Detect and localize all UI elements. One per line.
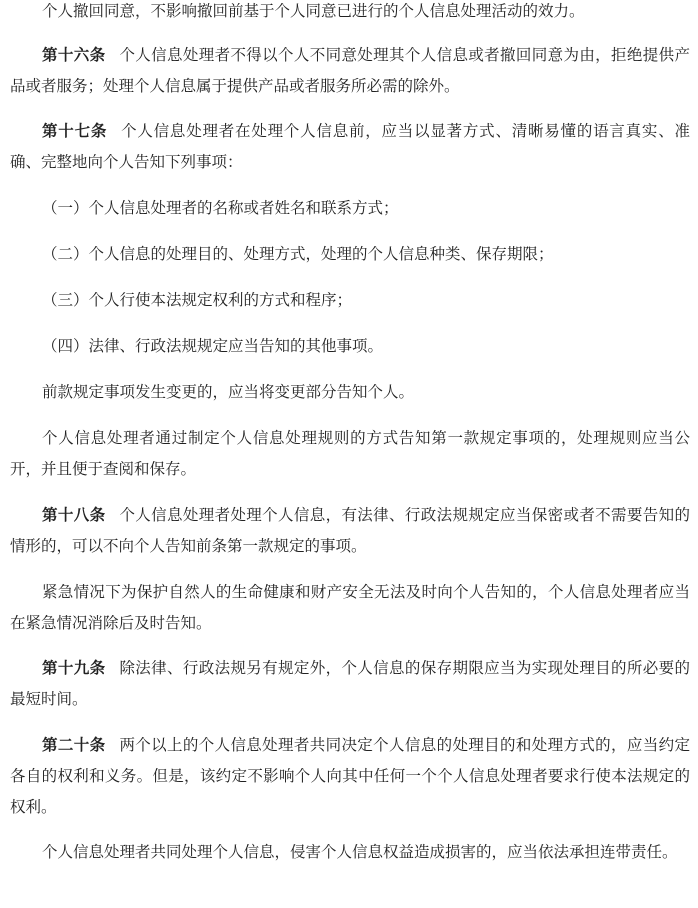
paragraph-text: 前款规定事项发生变更的，应当将变更部分告知个人。 (42, 383, 415, 401)
article-17 (10, 116, 690, 178)
article-20 (10, 730, 690, 823)
article-number: 第十七条 (42, 122, 108, 140)
paragraph-rules-disclosure (10, 423, 690, 485)
list-item-3 (42, 285, 682, 316)
paragraph-text: 个人信息处理者共同处理个人信息，侵害个人信息权益造成损害的，应当依法承担连带责任。 (42, 843, 678, 861)
paragraph-text: 个人信息处理者通过制定个人信息处理规则的方式告知第一款规定事项的，处理规则应当公开，并且便于查阅和保存。 (10, 429, 690, 478)
list-item-2 (42, 239, 682, 270)
paragraph-change-notice (10, 377, 690, 408)
article-18 (10, 500, 690, 562)
list-item-4 (42, 331, 682, 362)
paragraph-text: 紧急情况下为保护自然人的生命健康和财产安全无法及时向个人告知的，个人信息处理者应当在紧急情况消除后及时告知。 (10, 583, 690, 632)
paragraph-text: （一）个人信息处理者的名称或者姓名和联系方式； (42, 199, 399, 217)
article-number: 第十六条 (42, 46, 106, 64)
paragraph-text: 两个以上的个人信息处理者共同决定个人信息的处理目的和处理方式的，应当约定各自的权利和义务。但是，该约定不影响个人向其中任何一个个人信息处理者要求行使本法规定的权利。 (10, 736, 690, 816)
paragraph-text: 个人信息处理者处理个人信息，有法律、行政法规规定应当保密或者不需要告知的情形的，可以不向个人告知前条第一款规定的事项。 (10, 506, 690, 555)
paragraph-withdrawal-effect (10, 0, 690, 27)
paragraph-joint-liability (10, 837, 690, 868)
article-number: 第十八条 (42, 506, 106, 524)
article-number: 第十九条 (42, 659, 106, 677)
article-number: 第二十条 (42, 736, 106, 754)
list-item-1 (42, 193, 682, 224)
article-19 (10, 653, 690, 715)
paragraph-text: 除法律、行政法规另有规定外，个人信息的保存期限应当为实现处理目的所必要的最短时间。 (10, 659, 690, 708)
paragraph-text: （四）法律、行政法规规定应当告知的其他事项。 (42, 337, 384, 355)
paragraph-text: （二）个人信息的处理目的、处理方式，处理的个人信息种类、保存期限； (42, 245, 554, 263)
paragraph-text: 个人撤回同意，不影响撤回前基于个人同意已进行的个人信息处理活动的效力。 (42, 2, 585, 20)
paragraph-text: 个人信息处理者在处理个人信息前，应当以显著方式、清晰易懂的语言真实、准确、完整地向个人告知下列事项： (10, 122, 690, 171)
article-16 (10, 40, 690, 102)
paragraph-emergency (10, 577, 690, 639)
paragraph-text: （三）个人行使本法规定权利的方式和程序； (42, 291, 353, 309)
paragraph-text: 个人信息处理者不得以个人不同意处理其个人信息或者撤回同意为由，拒绝提供产品或者服务；处理个人信息属于提供产品或者服务所必需的除外。 (10, 46, 690, 95)
